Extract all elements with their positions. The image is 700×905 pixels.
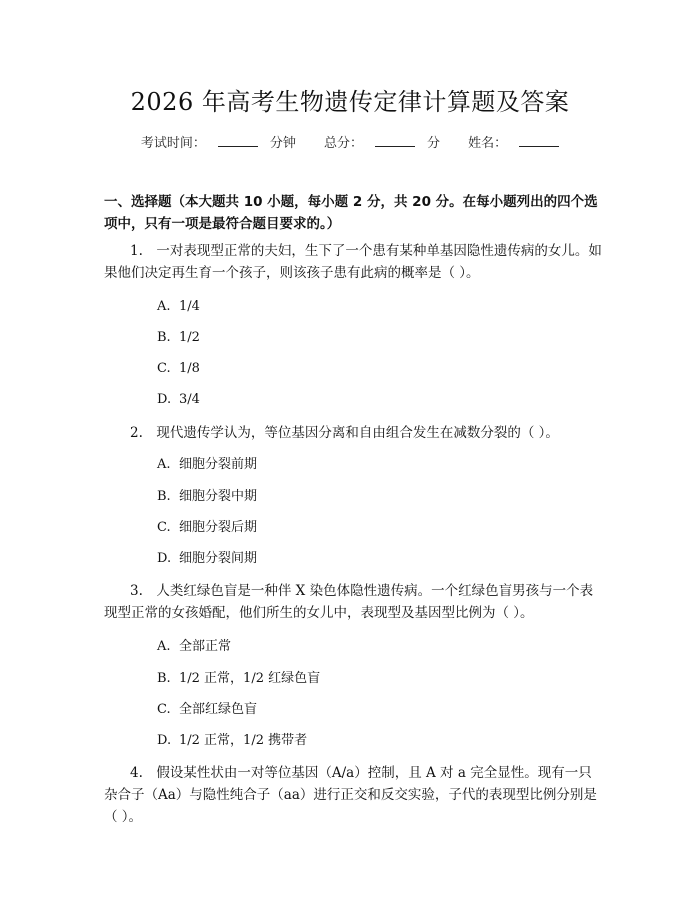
option-3a xyxy=(157,637,597,657)
option-label: C. xyxy=(157,520,171,535)
option-2d xyxy=(157,549,597,569)
option-2c xyxy=(157,518,597,538)
question-2: 2. 现代遗传学认为，等位基因分离和自由组合发生在减数分裂的（ ）。 xyxy=(130,425,559,441)
option-2b xyxy=(157,487,597,507)
option-label: C. xyxy=(157,702,171,717)
option-2a xyxy=(157,455,597,475)
option-text: 1/2 xyxy=(179,330,200,345)
question-1: 1. 一对表现型正常的夫妇，生下了一个患有某种单基因隐性遗传病的女儿。如果他们决定再生育一个孩子，则该孩子患有此病的概率是（ ）。 xyxy=(104,243,602,281)
option-1b xyxy=(157,328,597,348)
time-unit: 分钟 xyxy=(269,136,296,151)
question-4: 4. 假设某性状由一对等位基因（A/a）控制，且 A 对 a 完全显性。现有一只杂合子（Aa）与隐性纯合子（aa）进行正交和反交实验，子代的表现型比例分别是（ ）。 xyxy=(104,765,597,825)
option-3d xyxy=(157,731,597,751)
option-text: 3/4 xyxy=(179,392,200,407)
option-text: 1/2 正常，1/2 携带者 xyxy=(179,733,308,748)
option-label: B. xyxy=(157,489,171,504)
option-label: D. xyxy=(157,392,172,407)
option-label: D. xyxy=(157,551,172,566)
name-label: 姓名： xyxy=(468,136,508,151)
section-heading: 一、选择题（本大题共 10 小题，每小题 2 分，共 20 分。在每小题列出的四个选项中，只有一项是最符合题目要求的。） xyxy=(104,194,598,232)
option-label: A. xyxy=(157,299,171,314)
option-text: 细胞分裂间期 xyxy=(179,551,258,566)
name-field xyxy=(462,136,565,151)
score-blank xyxy=(375,134,415,147)
option-text: 细胞分裂后期 xyxy=(179,520,258,535)
option-1a xyxy=(157,297,597,317)
option-3b xyxy=(157,669,597,689)
option-label: B. xyxy=(157,671,171,686)
option-label: B. xyxy=(157,330,171,345)
score-field xyxy=(318,136,446,151)
option-text: 1/4 xyxy=(179,299,200,314)
time-blank xyxy=(218,134,258,147)
name-blank xyxy=(519,134,559,147)
score-label: 总分： xyxy=(323,136,363,151)
option-1c xyxy=(157,359,597,379)
time-field xyxy=(135,136,302,151)
option-text: 1/8 xyxy=(179,361,200,376)
option-label: A. xyxy=(157,639,171,654)
page-title: 2026 年高考生物遗传定律计算题及答案 xyxy=(130,88,570,116)
option-1d xyxy=(157,390,597,410)
score-unit: 分 xyxy=(427,136,441,151)
option-label: A. xyxy=(157,457,171,472)
exam-meta xyxy=(0,132,700,151)
option-text: 细胞分裂中期 xyxy=(179,489,258,504)
question-3: 3. 人类红绿色盲是一种伴 X 染色体隐性遗传病。一个红绿色盲男孩与一个表现型正常的女孩婚配，他们所生的女儿中，表现型及基因型比例为（ ）。 xyxy=(104,583,594,621)
time-label: 考试时间： xyxy=(140,136,206,151)
option-text: 细胞分裂前期 xyxy=(179,457,258,472)
option-label: C. xyxy=(157,361,171,376)
option-text: 1/2 正常，1/2 红绿色盲 xyxy=(179,671,321,686)
option-label: D. xyxy=(157,733,172,748)
option-text: 全部正常 xyxy=(179,639,232,654)
option-text: 全部红绿色盲 xyxy=(179,702,258,717)
option-3c xyxy=(157,700,597,720)
